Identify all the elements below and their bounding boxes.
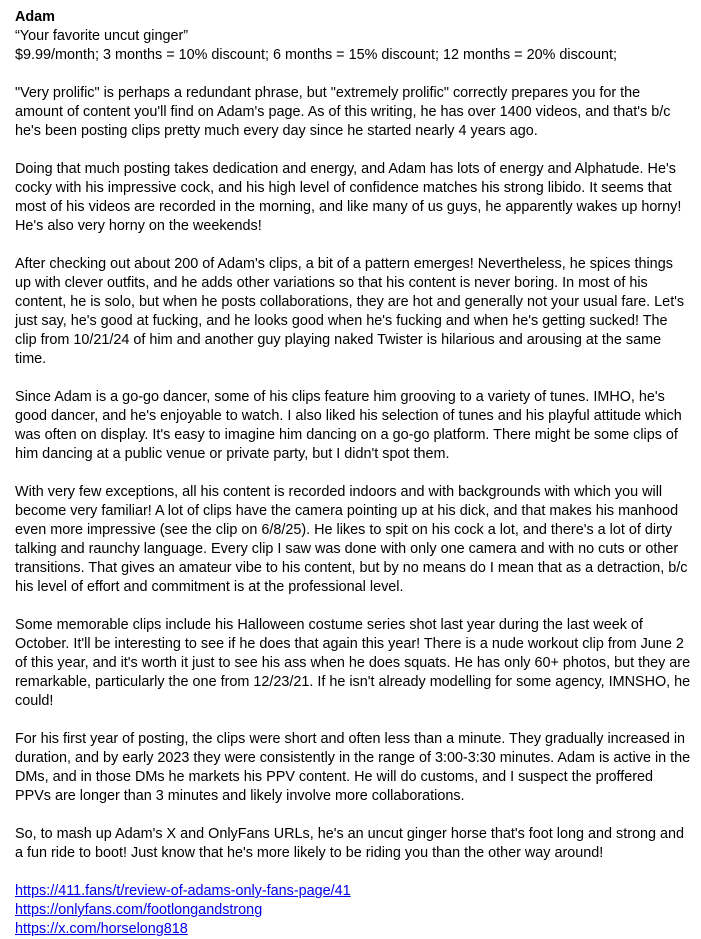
paragraph-production: With very few exceptions, all his content is recorded indoors and with backgrounds with which you will become very familiar! A lot of clips have the camera pointing up at his dick, and that makes his manhood even more impressive (see the clip on 6/8/25). He likes to spit on his cock a lot, and there's a lot of dirty talking and raunchy language. Every clip I saw was done with only one camera and with no cuts or other transitions. That gives an amateur vibe to his content, but by no means do I mean that as a detraction, b/c his level of effort and commitment is at the professional level.	[15, 484, 688, 595]
pricing-line: $9.99/month; 3 months = 10% discount; 6 months = 15% discount; 12 months = 20% discount;	[15, 47, 617, 63]
x-profile-link[interactable]: https://x.com/horselong818	[15, 921, 188, 937]
review-document	[15, 8, 691, 939]
paragraph-dancing: Since Adam is a go-go dancer, some of his clips feature him grooving to a variety of tunes. IMHO, he's good dancer, and he's enjoyable to watch. I also liked his selection of tunes and his playful attitude which was often on display. It's easy to imagine him dancing on a go-go platform. There might be some clips of him dancing at a public venue or private party, but I didn't spot them.	[15, 389, 682, 462]
paragraph-summary: So, to mash up Adam's X and OnlyFans URLs, he's an uncut ginger horse that's foot long and strong and a fun ride to boot! Just know that he's more likely to be riding you than the other way around!	[15, 826, 685, 861]
onlyfans-link[interactable]: https://onlyfans.com/footlongandstrong	[15, 902, 263, 918]
paragraph-prolific: "Very prolific" is perhaps a redundant phrase, but "extremely prolific" correctly prepares you for the amount of content you'll find on Adam's page. As of this writing, he has over 1400 videos, and that's b/c he's been posting clips pretty much every day since he started nearly 4 years ago.	[15, 85, 671, 139]
paragraph-clip-duration: For his first year of posting, the clips were short and often less than a minute. They gradually increased in duration, and by early 2023 they were consistently in the range of 3:00-3:30 minutes. Adam is active in the DMs, and in those DMs he markets his PPV content. He will do customs, and I suspect the proffered PPVs are longer than 3 minutes and likely involve more collaborations.	[15, 731, 691, 804]
review-link[interactable]: https://411.fans/t/review-of-adams-only-fans-page/41	[15, 883, 351, 899]
paragraph-memorable-clips: Some memorable clips include his Halloween costume series shot last year during the last week of October. It'll be interesting to see if he does that again this year! There is a nude workout clip from June 2 of this year, and it's worth it just to see his ass when he does squats. He has only 60+ photos, but they are remarkable, particularly the one from 12/23/21. If he isn't already modelling for some agency, IMNSHO, he could!	[15, 617, 691, 709]
creator-tagline: “Your favorite uncut ginger”	[15, 28, 189, 44]
paragraph-patterns: After checking out about 200 of Adam's clips, a bit of a pattern emerges! Nevertheless, he spices things up with clever outfits, and he adds other variations so that his content is never boring. In most of his content, he is solo, but when he posts collaborations, they are hot and generally not your usual fare. Let's just say, he's good at fucking, and he looks good when he's fucking and when he's getting sucked! The clip from 10/21/24 of him and another guy playing naked Twister is hilarious and arousing at the same time.	[15, 256, 685, 367]
creator-name: Adam	[15, 9, 55, 25]
link-list	[15, 882, 691, 939]
paragraph-energy: Doing that much posting takes dedication and energy, and Adam has lots of energy and Alphatude. He's cocky with his impressive cock, and his high level of confidence matches his strong libido. It seems that most of his videos are recorded in the morning, and like many of us guys, he apparently wakes up horny! He's also very horny on the weekends!	[15, 161, 682, 234]
